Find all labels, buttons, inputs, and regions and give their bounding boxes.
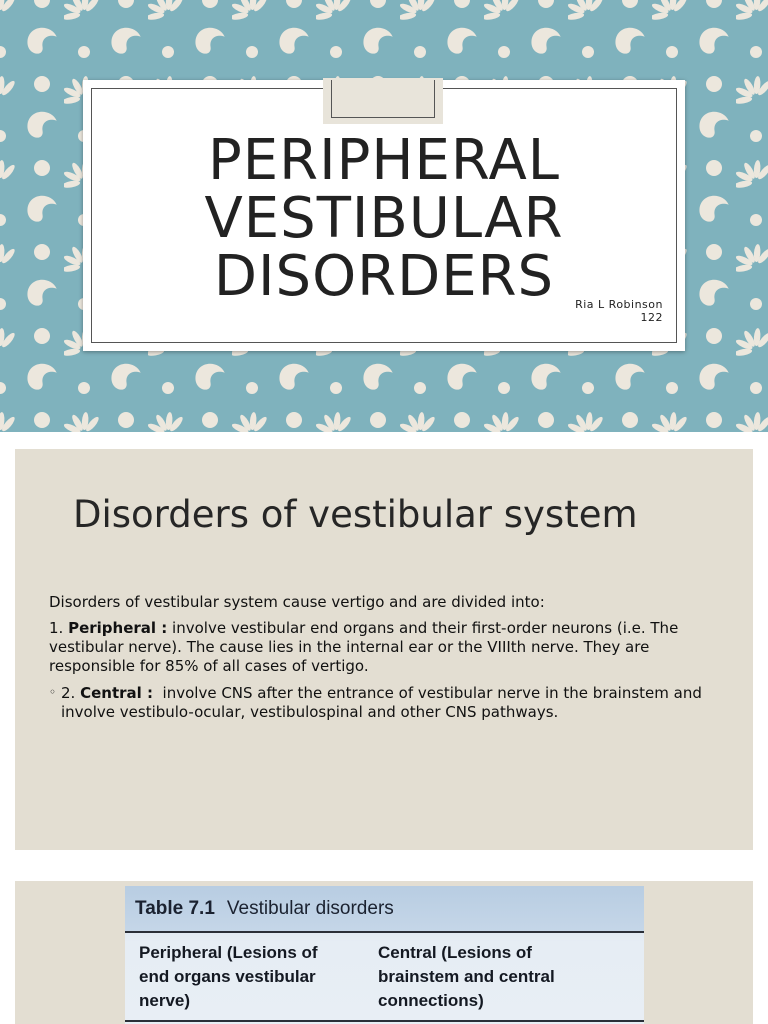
table-rule [125,931,644,933]
slide-body [49,593,709,729]
intro-paragraph: Disorders of vestibular system cause vertigo and are divided into: [49,593,545,611]
title-line: DISORDERS [213,244,555,309]
item-number: 1. [49,619,64,637]
item-text: involve vestibular end organs and their first-order neurons (i.e. The vestibular nerve). The cause lies in the internal ear or the VIIIth nerve. They are responsible for 85% of all cases of vertigo. [49,619,679,675]
author-name: Ria L Robinson [575,298,663,311]
title-line: VESTIBULAR [204,186,564,251]
column-line: nerve) [139,991,191,1010]
title-card-tab-inner [331,80,435,118]
title-line: PERIPHERAL [208,128,560,193]
list-item-peripheral [49,619,709,676]
table-rule [125,1020,644,1022]
content-slide [15,449,753,850]
table-slide [15,881,753,1024]
presentation-title [83,128,685,309]
column-line: connections) [378,991,484,1010]
title-card [83,80,685,351]
list-item-central [49,684,709,722]
item-text: involve CNS after the entrance of vestibular nerve in the brainstem and involve vestibulo-ocular, vestibulospinal and other CNS pathways. [61,684,707,721]
item-term: Peripheral : [68,619,168,637]
slide-heading: Disorders of vestibular system [73,493,638,536]
author-block [575,298,663,324]
bullet-icon: ◦ [49,685,57,699]
column-line: end organs vestibular [139,967,316,986]
column-line: Peripheral (Lesions of [139,943,318,962]
table-title: Vestibular disorders [226,898,394,919]
column-line: brainstem and central [378,967,555,986]
table-number: Table 7.1 [135,898,215,919]
table-photo [125,886,644,1024]
table-column-central [378,941,555,1013]
author-number: 122 [640,311,663,324]
title-slide [0,0,768,432]
table-caption [135,898,394,920]
column-line: Central (Lesions of [378,943,532,962]
item-term: Central : [80,684,154,702]
table-column-peripheral [139,941,318,1013]
item-number: 2. [61,684,76,702]
